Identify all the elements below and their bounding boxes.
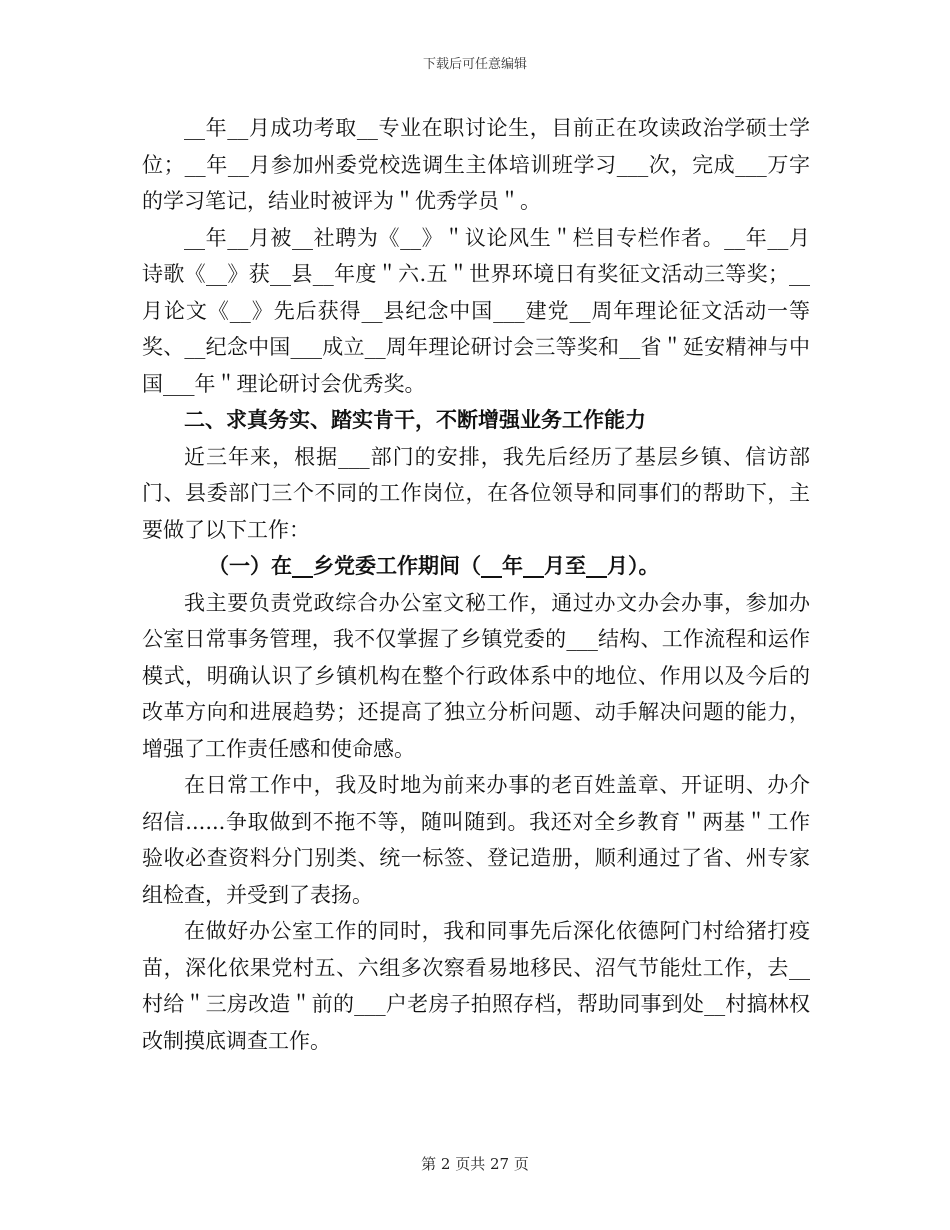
paragraph-daily-work: 在日常工作中，我及时地为前来办事的老百姓盖章、开证明、办介绍信......争取做到不拖不等，随叫随到。我还对全乡教育＂两基＂工作验收必查资料分门别类、统一标签、登记造册，顺利通过了省、州专家组检查，并受到了表扬。 xyxy=(142,773,810,907)
document-body xyxy=(142,110,810,1059)
section-heading: 二、求真务实、踏实肯干，不断增强业务工作能力 xyxy=(184,407,646,432)
page-footer: 第 2 页共 27 页 xyxy=(421,1155,529,1173)
page-header: 下载后可任意编辑 xyxy=(422,57,527,72)
paragraph-awards: __年__月被__社聘为《__》＂议论风生＂栏目专栏作者。__年__月诗歌《__》获__县__年度＂六.五＂世界环境日有奖征文活动三等奖；__月论文《__》先后获得__县纪念中国___建党__周年理论征文活动一等奖、__纪念中国___成立__周年理论研讨会三等奖和__省＂延安精神与中国___年＂理论研讨会优秀奖。 xyxy=(142,225,810,396)
subsection-heading: （一）在__乡党委工作期间（__年__月至__月）。 xyxy=(208,553,660,578)
paragraph-field-work: 在做好办公室工作的同时，我和同事先后深化依德阿门村给猪打疫苗，深化依果党村五、六组多次察看易地移民、沼气节能灶工作，去__村给＂三房改造＂前的___户老房子拍照存档，帮助同事到处__村搞林权改制摸底调查工作。 xyxy=(142,919,810,1053)
paragraph-duties: 我主要负责党政综合办公室文秘工作，通过办文办会办事，参加办公室日常事务管理，我不仅掌握了乡镇党委的___结构、工作流程和运作模式，明确认识了乡镇机构在整个行政体系中的地位、作用以及今后的改革方向和进展趋势；还提高了独立分析问题、动手解决问题的能力，增强了工作责任感和使命感。 xyxy=(142,590,810,761)
paragraph-study: __年__月成功考取__专业在职讨论生，目前正在攻读政治学硕士学位；__年__月参加州委党校选调生主体培训班学习___次，完成___万字的学习笔记，结业时被评为＂优秀学员＂。 xyxy=(142,116,810,213)
paragraph-intro: 近三年来，根据___部门的安排，我先后经历了基层乡镇、信访部门、县委部门三个不同的工作岗位，在各位领导和同事们的帮助下，主要做了以下工作： xyxy=(142,444,810,542)
